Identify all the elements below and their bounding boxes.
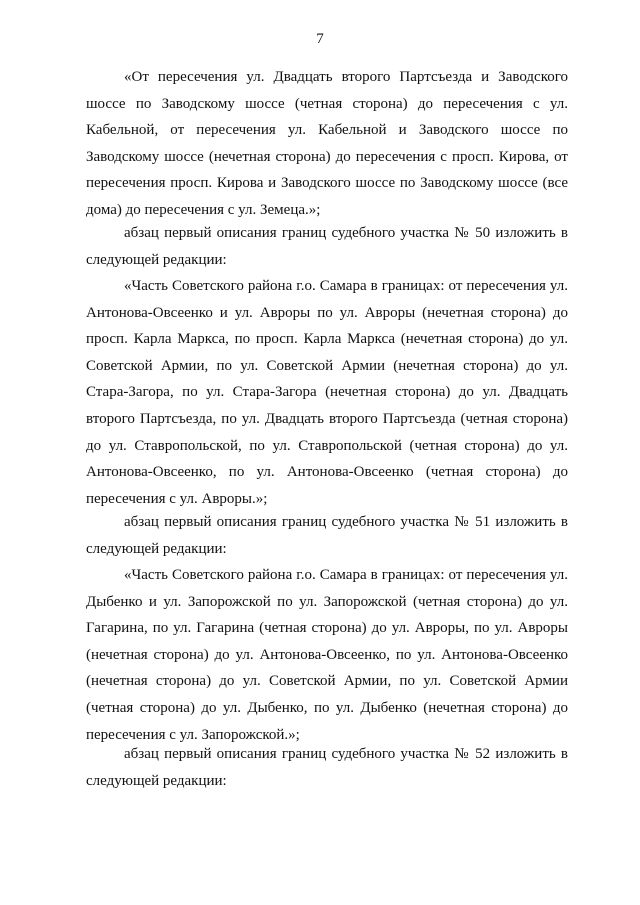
paragraph-boundary-description-51: «Часть Советского района г.о. Самара в границах: от пересечения ул. Дыбенко и ул. Запорожской по ул. Запорожской (четная сторона) до ул. Гагарина, по ул. Гагарина (четная сторона) до ул. Авроры, по ул. Авроры (нечетная сторона) до ул. Антонова-Овсеенко, по ул. Антонова-Овсеенко (нечетная сторона) до ул. Советской Армии, по ул. Советской Армии (четная сторона) до ул. Дыбенко, по ул. Дыбенко (нечетная сторона) до пересечения с ул. Запорожской.»; — [86, 567, 568, 743]
paragraph-amendment-intro-51: абзац первый описания границ судебного участка № 51 изложить в следующей редакции: — [86, 514, 568, 557]
paragraph-amendment-intro-52: абзац первый описания границ судебного участка № 52 изложить в следующей редакции: — [86, 746, 568, 789]
page-number: 7 — [316, 31, 324, 47]
paragraph-boundary-description-50: «Часть Советского района г.о. Самара в границах: от пересечения ул. Антонова-Овсеенко и ул. Авроры по ул. Авроры (нечетная сторона) до просп. Карла Маркса, по просп. Карла Маркса (нечетная сторона) до ул. Советской Армии, по ул. Советской Армии (нечетная сторона) до ул. Стара-Загора, по ул. Стара-Загора (нечетная сторона) до ул. Двадцать второго Партсъезда, по ул. Двадцать второго Партсъезда (четная сторона) до ул. Ставропольской, по ул. Ставропольской (четная сторона) до ул. Антонова-Овсеенко, по ул. Антонова-Овсеенко (четная сторона) до пересечения с ул. Авроры.»; — [86, 278, 568, 507]
paragraph-amendment-intro-50: абзац первый описания границ судебного участка № 50 изложить в следующей редакции: — [86, 225, 568, 268]
paragraph-boundary-description-49: «От пересечения ул. Двадцать второго Партсъезда и Заводского шоссе по Заводскому шоссе (четная сторона) до пересечения с ул. Кабельной, от пересечения ул. Кабельной и Заводского шоссе по Заводскому шоссе (нечетная сторона) до пересечения с просп. Кирова, от пересечения просп. Кирова и Заводского шоссе по Заводскому шоссе (все дома) до пересечения с ул. Земеца.»; — [86, 69, 568, 218]
